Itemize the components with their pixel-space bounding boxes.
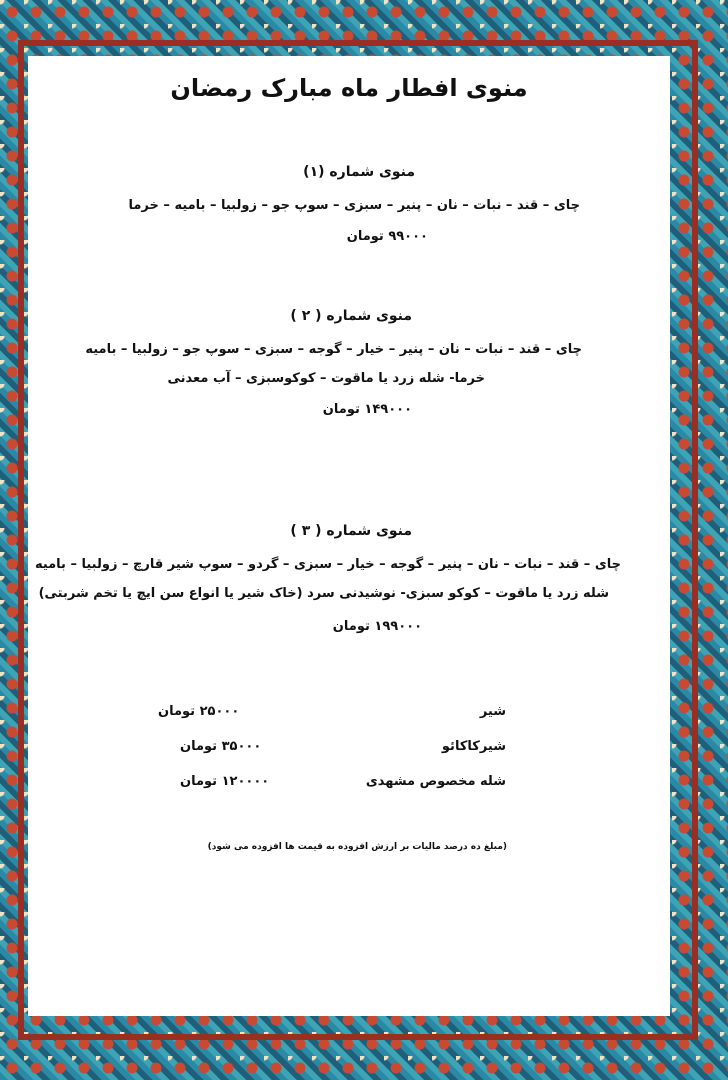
page-title: منوی افطار ماه مبارک رمضان <box>170 74 528 102</box>
extra-item <box>28 774 670 809</box>
tax-note: (مبلغ ده درصد مالیات بر ارزش افزوده به قیمت ها افزوده می شود) <box>207 842 507 852</box>
extra-item-price: ۱۲۰۰۰۰ تومان <box>180 774 270 789</box>
menu-section-2 <box>28 308 670 417</box>
menu-paper <box>28 56 670 1016</box>
extras-list <box>28 704 670 809</box>
extra-item-name: شیرکاکائو <box>441 739 506 754</box>
menu-3-items-line-1: چای – قند – نبات – نان – پنیر – گوجه – خیار – سبزی – گردو – سوپ شیر قارچ – زولبیا – بامیه <box>34 557 621 572</box>
menu-1-title: منوی شماره (۱) <box>303 164 415 180</box>
menu-3-price: ۱۹۹۰۰۰ تومان <box>332 619 422 634</box>
menu-2-items-line-1: چای – قند – نبات – نان – پنیر – خیار – گوجه – سبزی – سوپ جو – زولبیا – بامیه <box>85 342 582 357</box>
menu-section-1 <box>28 164 670 244</box>
menu-3-title: منوی شماره ( ۳ ) <box>290 523 412 539</box>
menu-2-price: ۱۴۹۰۰۰ تومان <box>322 402 412 417</box>
extra-item <box>28 704 670 739</box>
extra-item-price: ۲۵۰۰۰ تومان <box>158 704 240 719</box>
extra-item-name: شیر <box>479 704 506 719</box>
menu-section-3 <box>28 523 670 634</box>
menu-2-title: منوی شماره ( ۲ ) <box>290 308 412 324</box>
menu-1-price: ۹۹۰۰۰ تومان <box>346 229 428 244</box>
extra-item-price: ۳۵۰۰۰ تومان <box>180 739 262 754</box>
extra-item <box>28 739 670 774</box>
extra-item-name: شله مخصوص مشهدی <box>365 774 506 789</box>
menu-3-items-line-2: شله زرد یا ماقوت – کوکو سبزی- نوشیدنی سرد (خاک شیر یا انواع سن ایچ یا تخم شربتی) <box>38 586 609 601</box>
menu-2-items-line-2: خرما- شله زرد یا ماقوت – کوکوسبزی – آب معدنی <box>167 371 485 386</box>
menu-1-items-line-1: چای – قند – نبات – نان – پنیر – سبزی – سوپ جو – زولبیا – بامیه – خرما <box>128 198 580 213</box>
